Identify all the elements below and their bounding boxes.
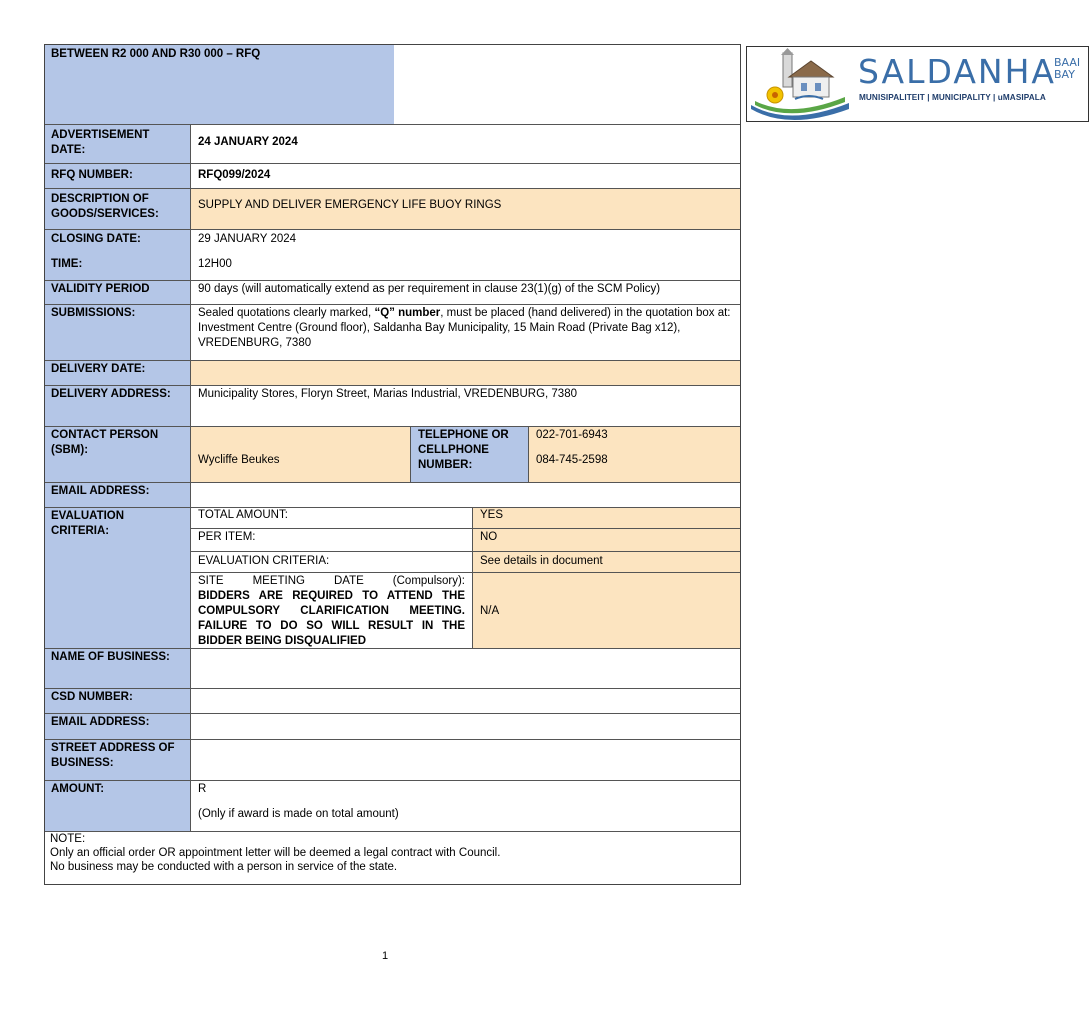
phone-primary: 022-701-6943 [536,429,608,441]
submissions-value: Sealed quotations clearly marked, “Q” number, must be placed (hand delivered) in the quotation box at: Investment Centre (Ground floor), Saldanha Bay Municipality, 15 Main Road (Private Bag x12), VREDENBURG, 7380 [191,304,741,360]
business-name-value [191,648,741,688]
per-item-value: NO [473,529,741,552]
closing-date-label: CLOSING DATE: [51,233,141,245]
site-meeting-value: N/A [473,573,741,649]
per-item-label: PER ITEM: [191,529,473,552]
closing-time-value-cell [191,229,741,280]
header-title-cell [44,44,394,124]
csd-number-value [191,688,741,713]
description-label: DESCRIPTION OF GOODS/SERVICES: [44,188,191,229]
logo-suffix [1054,57,1080,81]
advertisement-date-label: ADVERTISEMENT DATE: [44,124,191,163]
street-address-label: STREET ADDRESS OF BUSINESS: [44,739,191,780]
page-number: 1 [381,950,389,962]
delivery-address-label: DELIVERY ADDRESS: [44,385,191,426]
closing-time-label-cell [44,229,191,280]
logo-tagline: MUNISIPALITEIT | MUNICIPALITY | uMASIPALA [859,93,1046,102]
logo-wordmark: SALDANHA [858,52,1056,91]
evaluation-criteria-table [191,507,741,648]
evaluation-criteria-label: EVALUATION CRITERIA: [44,507,191,648]
total-amount-value: YES [473,508,741,529]
email-address-label: EMAIL ADDRESS: [44,482,191,507]
phone-values [529,426,741,482]
criteria-label: EVALUATION CRITERIA: [191,552,473,573]
note-line-2: No business may be conducted with a person in service of the state. [50,861,398,873]
note-line-1: Only an official order OR appointment letter will be deemed a legal contract with Council. [50,847,501,859]
phone-label: TELEPHONE OR CELLPHONE NUMBER: [411,426,529,482]
delivery-date-label: DELIVERY DATE: [44,360,191,385]
amount-value-cell [191,780,741,831]
submissions-label: SUBMISSIONS: [44,304,191,360]
time-label: TIME: [51,258,83,270]
note-title: NOTE: [50,833,86,845]
description-value: SUPPLY AND DELIVER EMERGENCY LIFE BUOY RINGS [191,188,741,229]
site-meeting-label [191,573,473,649]
email-address-value [191,482,741,507]
advertisement-date-value: 24 JANUARY 2024 [191,124,741,163]
header-title: BETWEEN R2 000 AND R30 000 – RFQ [51,48,261,60]
logo-cell [394,44,1081,124]
municipality-logo [746,46,1089,122]
site-meeting-warning: BIDDERS ARE REQUIRED TO ATTEND THE COMPULSORY CLARIFICATION MEETING. FAILURE TO DO SO WILL RESULT IN THE BIDDER BEING DISQUALIFIED [198,590,465,647]
business-email-label: EMAIL ADDRESS: [44,713,191,739]
validity-label: VALIDITY PERIOD [44,280,191,304]
total-amount-label: TOTAL AMOUNT: [191,508,473,529]
contact-person-label: CONTACT PERSON (SBM): [44,426,191,482]
rfq-number-label: RFQ NUMBER: [44,163,191,188]
validity-value: 90 days (will automatically extend as per requirement in clause 23(1)(g) of the SCM Policy) [191,280,741,304]
contact-person-name: Wycliffe Beukes [191,426,411,482]
business-email-value [191,713,741,739]
csd-number-label: CSD NUMBER: [44,688,191,713]
logo-emblem-icon [749,47,857,121]
site-meeting-prefix: SITE MEETING DATE (Compulsory): [198,575,465,587]
amount-note: (Only if award is made on total amount) [198,808,399,820]
business-name-label: NAME OF BUSINESS: [44,648,191,688]
amount-label: AMOUNT: [44,780,191,831]
amount-value: R [198,783,207,795]
criteria-value: See details in document [473,552,741,573]
closing-date-value: 29 JANUARY 2024 [198,233,297,245]
delivery-date-value [191,360,741,385]
logo-suffix-bottom: BAY [1054,68,1075,81]
delivery-address-value: Municipality Stores, Floryn Street, Marias Industrial, VREDENBURG, 7380 [191,385,741,426]
note-section [44,831,741,885]
time-value: 12H00 [198,258,232,270]
logo-suffix-top: BAAI [1054,56,1081,69]
rfq-number-value: RFQ099/2024 [191,163,741,188]
street-address-value [191,739,741,780]
phone-secondary: 084-745-2598 [536,454,608,466]
